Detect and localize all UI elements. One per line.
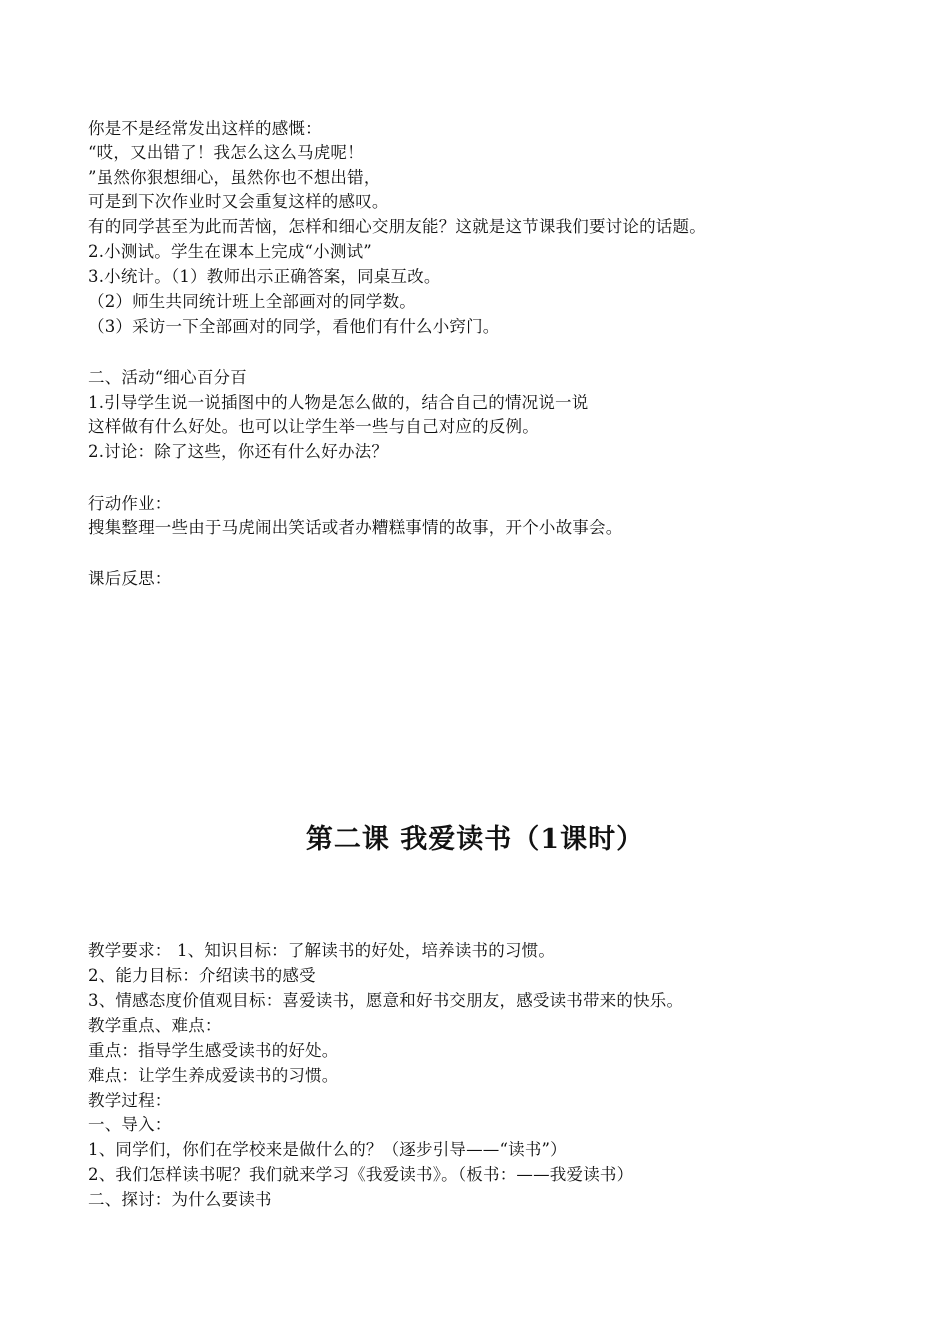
text-line: 2.讨论：除了这些，你还有什么好办法？ [88,442,389,461]
text-line: 3.小统计。（1）教师出示正确答案，同桌互改。 [88,267,441,286]
text-line: 1.引导学生说一说插图中的人物是怎么做的，结合自己的情况说一说 [88,393,589,412]
text-line: 有的同学甚至为此而苦恼，怎样和细心交朋友能？这就是这节课我们要讨论的话题。 [88,217,706,236]
text-line: 你是不是经常发出这样的感慨： [88,119,322,138]
text-line: 可是到下次作业时又会重复这样的感叹。 [88,192,389,211]
text-line: ”虽然你狠想细心，虽然你也不想出错， [88,168,381,187]
lesson-title: 第二课 我爱读书（1课时） [305,824,645,855]
section-heading: 二、活动“细心百分百 [88,368,247,387]
text-line: 难点：让学生养成爱读书的习惯。 [88,1066,339,1085]
text-line: 2、我们怎样读书呢？我们就来学习《我爱读书》。（板书：——我爱读书） [88,1165,634,1184]
text-line: 二、探讨：为什么要读书 [88,1190,272,1209]
text-line: 3、情感态度价值观目标：喜爱读书，愿意和好书交朋友，感受读书带来的快乐。 [88,991,684,1010]
homework-heading: 行动作业： [88,494,172,513]
text-line: 教学重点、难点： [88,1016,222,1035]
text-line: “哎，又出错了！我怎么这么马虎呢！ [88,143,364,162]
text-line: 一、导入： [88,1115,172,1134]
text-line: 1、同学们，你们在学校来是做什么的？（逐步引导——“读书”） [88,1140,567,1159]
text-line: 教学要求： 1、知识目标：了解读书的好处，培养读书的习惯。 [88,941,556,960]
text-line: 这样做有什么好处。也可以让学生举一些与自己对应的反例。 [88,417,539,436]
text-line: （2）师生共同统计班上全部画对的同学数。 [88,292,416,311]
text-line: 2、能力目标：介绍读书的感受 [88,966,316,985]
text-line: （3）采访一下全部画对的同学，看他们有什么小窍门。 [88,317,500,336]
homework-text: 搜集整理一些由于马虎闹出笑话或者办糟糕事情的故事，开个小故事会。 [88,518,623,537]
reflection-heading: 课后反思： [88,569,172,588]
text-line: 重点：指导学生感受读书的好处。 [88,1041,339,1060]
text-line: 2.小测试。学生在课本上完成“小测试” [88,242,372,261]
text-line: 教学过程： [88,1091,172,1110]
